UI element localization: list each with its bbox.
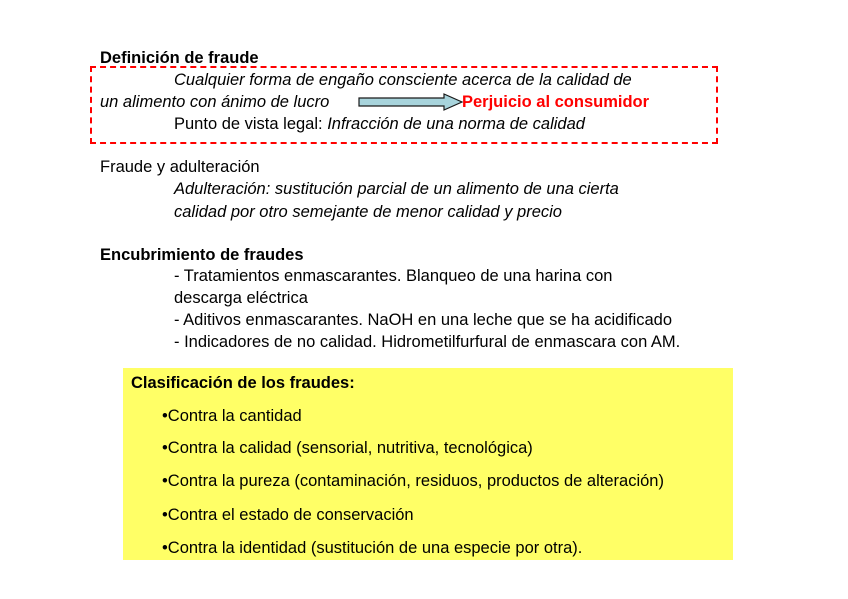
concealment-line: descarga eléctrica (174, 289, 308, 307)
classification-item: •Contra la identidad (sustitución de una especie por otra). (162, 539, 583, 557)
right-arrow-icon (358, 93, 464, 111)
concealment-line: - Tratamientos enmascarantes. Blanqueo de una harina con (174, 267, 613, 285)
legal-viewpoint-prefix: Punto de vista legal: (174, 115, 328, 133)
concealment-title: Encubrimiento de fraudes (100, 246, 304, 264)
classification-item: •Contra el estado de conservación (162, 506, 414, 524)
classification-title: Clasificación de los fraudes: (131, 374, 355, 392)
adulteration-title: Fraude y adulteración (100, 158, 260, 176)
classification-item: •Contra la cantidad (162, 407, 302, 425)
legal-viewpoint-line (174, 113, 585, 135)
adulteration-text-line-2: calidad por otro semejante de menor calidad y precio (174, 203, 562, 221)
consumer-harm-label: Perjuicio al consumidor (462, 93, 650, 111)
definition-text-line-2: un alimento con ánimo de lucro (100, 93, 330, 111)
classification-item: •Contra la calidad (sensorial, nutritiva, tecnológica) (162, 439, 533, 457)
classification-item: •Contra la pureza (contaminación, residuos, productos de alteración) (162, 472, 664, 490)
definition-text-line-1: Cualquier forma de engaño consciente acerca de la calidad de (174, 71, 632, 89)
concealment-line: - Aditivos enmascarantes. NaOH en una leche que se ha acidificado (174, 311, 673, 329)
classification-box (123, 368, 733, 560)
legal-viewpoint-text: Infracción de una norma de calidad (327, 115, 585, 133)
concealment-line: - Indicadores de no calidad. Hidrometilfurfural de enmascara con AM. (174, 333, 681, 351)
adulteration-text-line-1: Adulteración: sustitución parcial de un alimento de una cierta (174, 180, 619, 198)
definition-title: Definición de fraude (100, 49, 259, 67)
